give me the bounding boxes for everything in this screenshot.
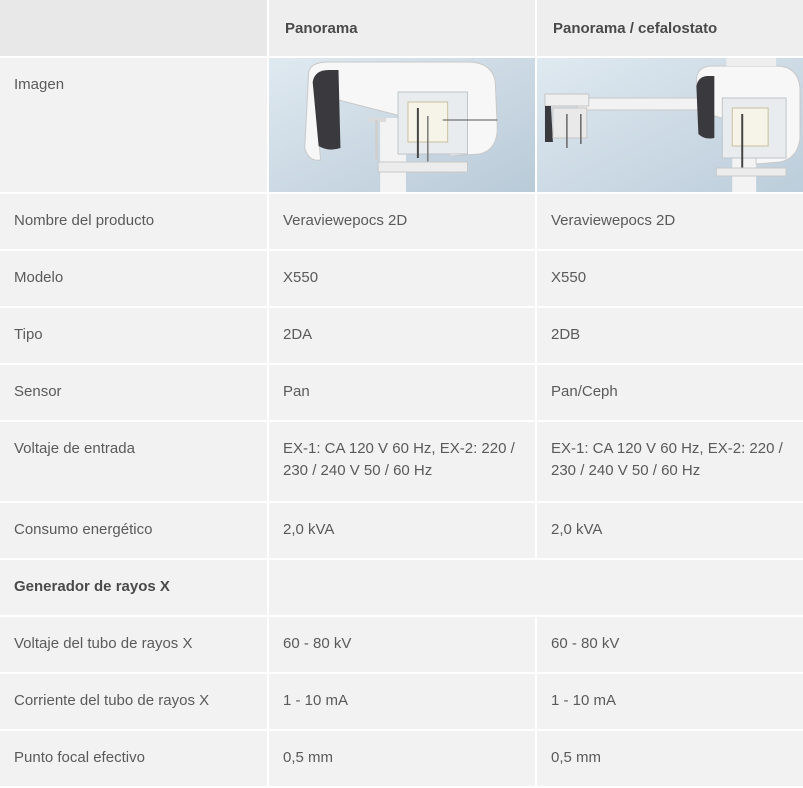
table-row [0,730,803,787]
row-label: Punto focal efectivo [0,730,268,787]
header-panorama-cephalostat: Panorama / cefalostato [536,0,803,57]
table-row [0,193,803,250]
row-label: Tipo [0,307,268,364]
xray-unit-panorama-image [269,58,535,192]
xray-unit-cephalostat-image [537,58,803,192]
row-label: Nombre del producto [0,193,268,250]
section-row [0,559,803,616]
row-value-cephalostat: EX-1: CA 120 V 60 Hz, EX-2: 220 / 230 / 240 V 50 / 60 Hz [536,421,803,502]
row-value-cephalostat: 1 - 10 mA [536,673,803,730]
row-value-panorama: Veraviewepocs 2D [268,193,536,250]
row-label: Imagen [0,57,268,193]
row-label: Modelo [0,250,268,307]
row-label: Voltaje de entrada [0,421,268,502]
row-value-cephalostat: 2DB [536,307,803,364]
row-value-panorama: 2,0 kVA [268,502,536,559]
row-label: Corriente del tubo de rayos X [0,673,268,730]
section-heading: Generador de rayos X [0,559,268,616]
row-value-cephalostat: Veraviewepocs 2D [536,193,803,250]
table-row [0,673,803,730]
row-value-panorama: 0,5 mm [268,730,536,787]
product-image-panorama [268,57,536,193]
row-value-cephalostat: Pan/Ceph [536,364,803,421]
image-row [0,57,803,193]
section-empty-cell [268,559,803,616]
header-empty-cell [0,0,268,57]
header-row [0,0,803,57]
product-image-cephalostat [536,57,803,193]
row-value-panorama: 1 - 10 mA [268,673,536,730]
row-label: Voltaje del tubo de rayos X [0,616,268,673]
table-row [0,502,803,559]
row-value-panorama: X550 [268,250,536,307]
row-value-cephalostat: 0,5 mm [536,730,803,787]
table-row [0,616,803,673]
table-row [0,364,803,421]
row-value-panorama: 60 - 80 kV [268,616,536,673]
header-panorama: Panorama [268,0,536,57]
table-row [0,421,803,502]
row-value-cephalostat: X550 [536,250,803,307]
row-value-cephalostat: 60 - 80 kV [536,616,803,673]
row-value-panorama: 2DA [268,307,536,364]
row-value-panorama: EX-1: CA 120 V 60 Hz, EX-2: 220 / 230 / 240 V 50 / 60 Hz [268,421,536,502]
row-label: Sensor [0,364,268,421]
table-row [0,250,803,307]
table-row [0,307,803,364]
row-label: Consumo energético [0,502,268,559]
row-value-cephalostat: 2,0 kVA [536,502,803,559]
row-value-panorama: Pan [268,364,536,421]
